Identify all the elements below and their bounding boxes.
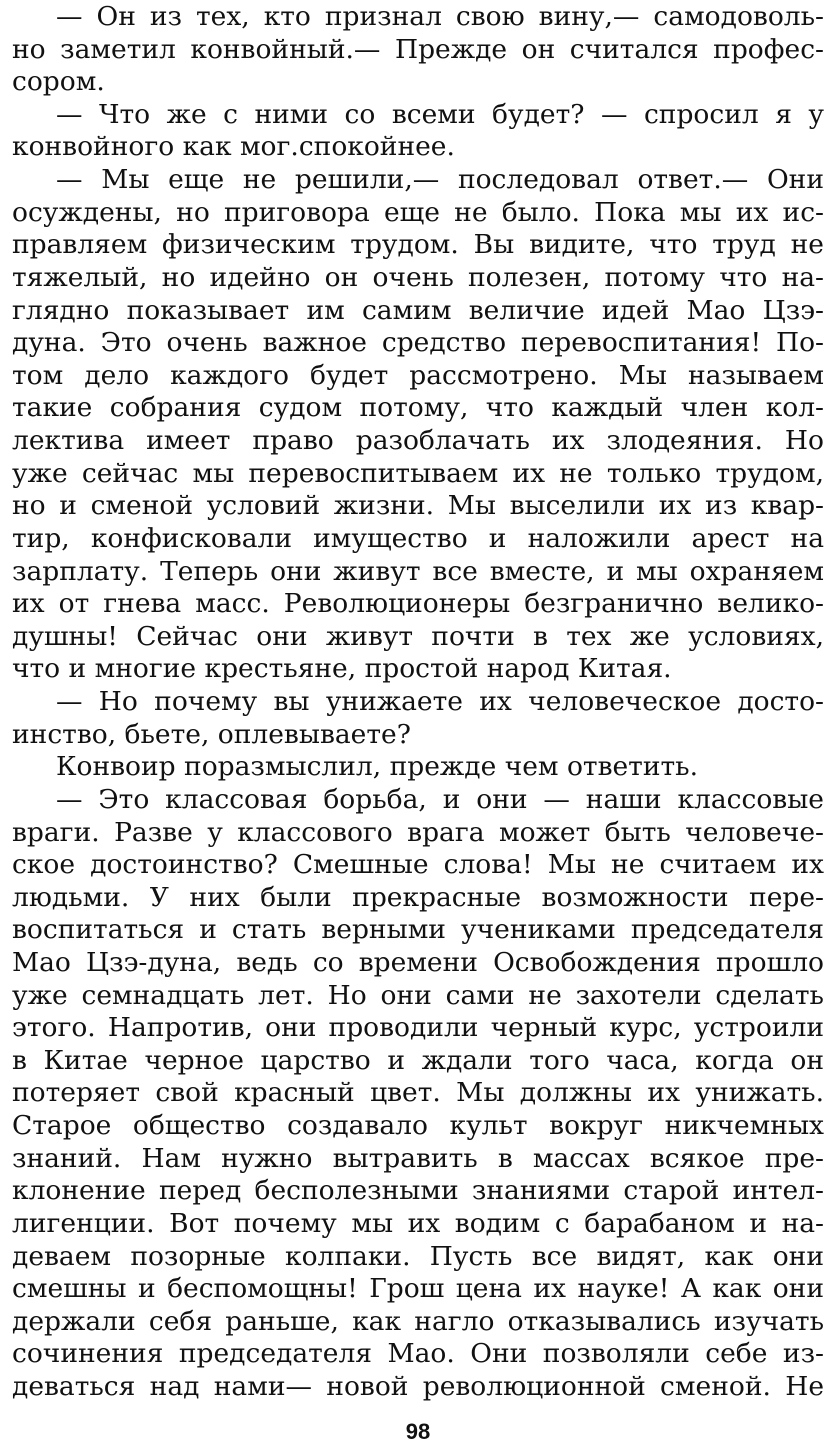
text-line: Конвоир поразмыслил, прежде чем ответить.: [56, 751, 699, 783]
text-line: — Мы еще не решили,— последовал ответ.— Они: [56, 164, 824, 196]
text-line: но заметил конвойный.— Прежде он считался профес-: [12, 33, 824, 65]
text-line: в Китае черное царство и ждали того часа, когда он: [12, 1044, 824, 1076]
text-line: том дело каждого будет рассмотрено. Мы называем: [12, 359, 824, 391]
text-line: уже сейчас мы перевоспитываем их не только трудом,: [12, 457, 824, 489]
text-line: душны! Сейчас они живут почти в тех же условиях,: [12, 620, 824, 652]
text-line: зарплату. Теперь они живут все вместе, и мы охраняем: [12, 555, 824, 587]
text-line: смешны и беспомощны! Грош цена их науке! А как они: [12, 1273, 824, 1305]
text-line: уже семнадцать лет. Но они сами не захотели сделать: [12, 979, 824, 1011]
text-line: тир, конфисковали имущество и наложили арест на: [12, 522, 824, 554]
text-line: лектива имеет право разоблачать их злодеяния. Но: [12, 425, 824, 457]
text-line: деваем позорные колпаки. Пусть все видят, как они: [12, 1240, 824, 1272]
text-line: их от гнева масс. Революционеры безгранично велико-: [12, 588, 824, 620]
text-line: держали себя раньше, как нагло отказывались изучать: [12, 1305, 824, 1337]
text-line: воспитаться и стать верными учениками председателя: [12, 914, 824, 946]
text-line: инство, бьете, оплевываете?: [12, 718, 411, 750]
text-line: — Что же с ними со всеми будет? — спросил я у: [56, 98, 824, 130]
text-line: правляем физическим трудом. Вы видите, что труд не: [12, 229, 824, 261]
text-line: но и сменой условий жизни. Мы выселили их из квар-: [12, 490, 824, 522]
text-line: знаний. Нам нужно вытравить в массах всякое пре-: [12, 1142, 824, 1174]
book-page: [12, 0, 824, 1449]
text-line: осуждены, но приговора еще не было. Пока мы их ис-: [12, 196, 824, 228]
text-line: глядно показывает им самим величие идей Мао Цзэ-: [12, 294, 824, 326]
text-line: — Это классовая борьба, и они — наши классовые: [56, 783, 824, 815]
text-line: что и многие крестьяне, простой народ Китая.: [12, 653, 672, 685]
text-line: деваться над нами— новой революционной сменой. Не: [12, 1371, 824, 1403]
text-line: — Он из тех, кто признал свою вину,— самодоволь-: [56, 1, 824, 32]
text-line: — Но почему вы унижаете их человеческое досто-: [56, 686, 824, 718]
text-line: тяжелый, но идейно он очень полезен, потому что на-: [12, 261, 824, 293]
text-line: потеряет свой красный цвет. Мы должны их унижать.: [12, 1077, 824, 1109]
text-line: конвойного как мог.спокойнее.: [12, 131, 455, 163]
text-line: дуна. Это очень важное средство перевоспитания! По-: [12, 327, 824, 359]
text-line: сором.: [12, 66, 105, 98]
text-line: людьми. У них были прекрасные возможности пере-: [12, 881, 824, 913]
text-line: лигенции. Вот почему мы их водим с барабаном и на-: [12, 1207, 824, 1239]
text-line: такие собрания судом потому, что каждый член кол-: [12, 392, 824, 424]
text-line: клонение перед бесполезными знаниями старой интел-: [12, 1175, 824, 1207]
text-line: ское достоинство? Смешные слова! Мы не считаем их: [12, 849, 824, 881]
text-line: Мао Цзэ-дуна, ведь со времени Освобождения прошло: [12, 946, 824, 978]
text-line: сочинения председателя Мао. Они позволяли себе из-: [12, 1338, 824, 1370]
page-number: 98: [405, 1419, 431, 1444]
text-line: этого. Напротив, они проводили черный курс, устроили: [12, 1012, 824, 1044]
text-line: враги. Разве у классового врага может быть человече-: [12, 816, 824, 848]
text-line: Старое общество создавало культ вокруг никчемных: [12, 1110, 824, 1142]
